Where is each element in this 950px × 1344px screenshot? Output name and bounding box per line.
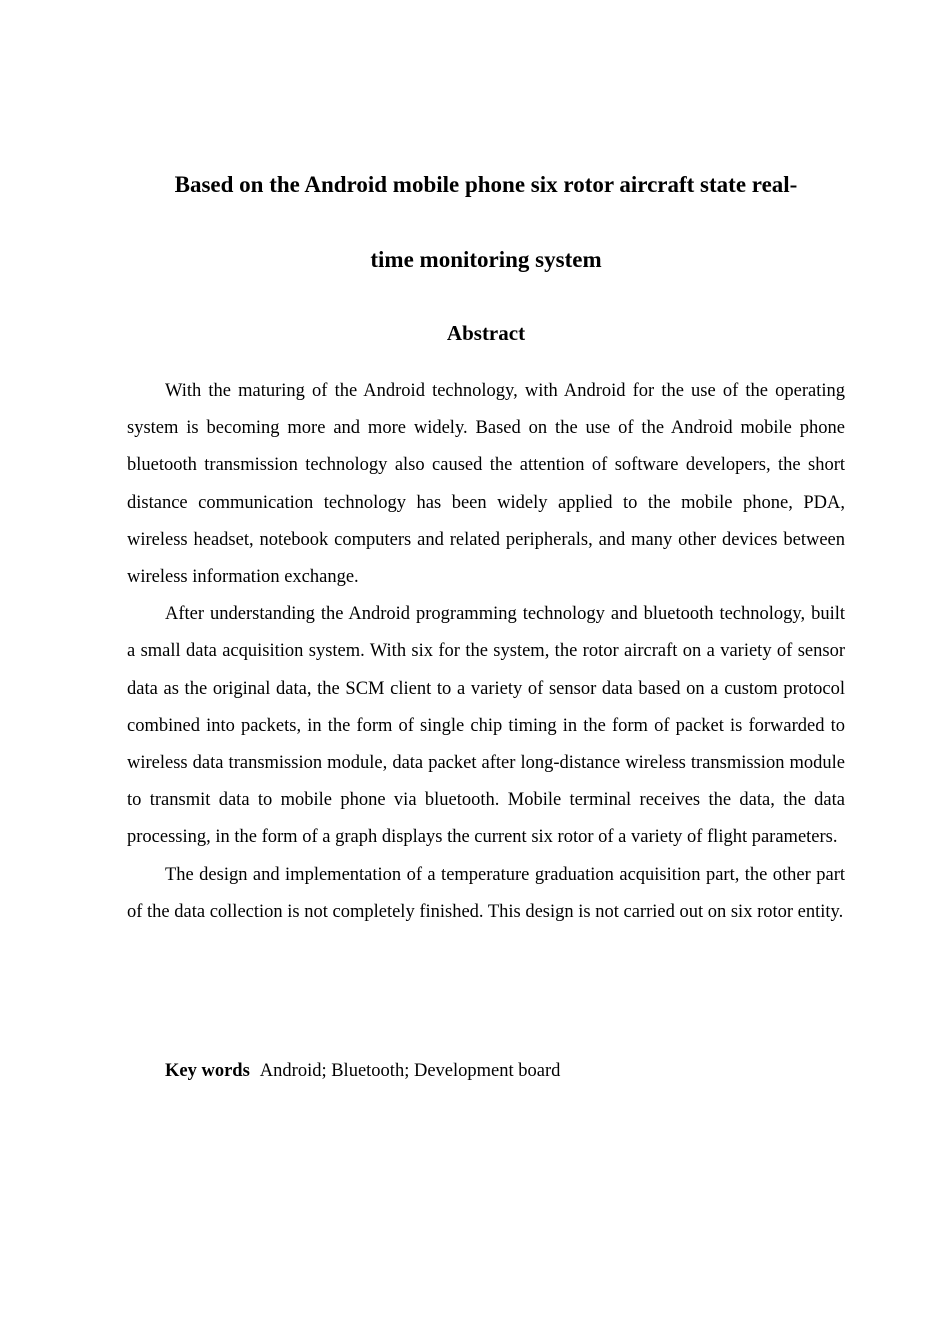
title-line-2: time monitoring system [370,247,602,272]
abstract-body [127,373,845,931]
abstract-paragraph-2: After understanding the Android programming technology and bluetooth technology, built a small data acquisition system. With six for the system, the rotor aircraft on a variety of sensor data as the original data, the SCM client to a variety of sensor data based on a custom protocol combined into packets, in the form of single chip timing in the form of packet is forwarded to wireless data transmission module, data packet after long-distance wireless transmission module to transmit data to mobile phone via bluetooth. Mobile terminal receives the data, the data processing, in the form of a graph displays the current six rotor of a variety of flight parameters. [127,604,845,848]
keywords-value: Android; Bluetooth; Development board [259,1061,561,1081]
keywords-label: Key words [165,1061,250,1081]
keywords-line [165,1055,560,1087]
abstract-heading: Abstract [446,321,526,345]
abstract-paragraph-3: The design and implementation of a temperature graduation acquisition part, the other part of the data collection is not completely finished. This design is not carried out on six rotor entity. [127,864,845,922]
abstract-paragraph-1: With the maturing of the Android technology, with Android for the use of the operating system is becoming more and more widely. Based on the use of the Android mobile phone bluetooth transmission technology also caused the attention of software developers, the short distance communication technology has been widely applied to the mobile phone, PDA, wireless headset, notebook computers and related peripherals, and many other devices between wireless information exchange. [127,381,845,588]
title-line-1: Based on the Android mobile phone six rotor aircraft state real- [174,172,798,197]
